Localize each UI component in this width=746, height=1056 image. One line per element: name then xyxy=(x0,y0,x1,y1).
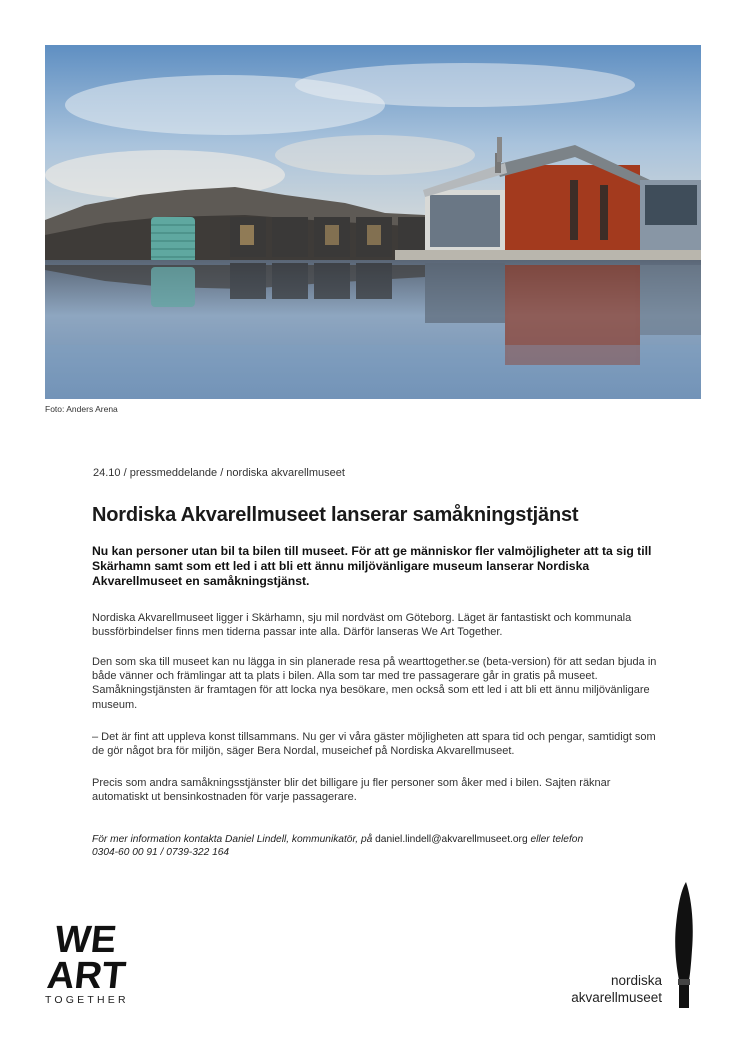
body-paragraph-4: Precis som andra samåkningsstjänster blir det billigare ju fler personer som åker med i bilen. Sajten räknar automatiskt ut bensinkostnaden för varje passagerare. xyxy=(92,777,611,804)
contact-phone-prefix: eller telefon xyxy=(527,834,584,845)
museum-logo-text xyxy=(571,972,662,1006)
body-paragraph-3: – Det är fint att uppleva konst tillsammans. Nu ger vi våra gäster möjligheten att spara tid och pengar, samtidigt som de gör något bra för miljön, säger Bera Nordal, museichef på Nordiska Akvarellmuseet. xyxy=(92,731,656,758)
museum-photo xyxy=(45,45,701,399)
contact-email-link[interactable]: daniel.lindell@akvarellmuseet.org xyxy=(375,834,528,845)
contact-info xyxy=(92,833,662,859)
body-paragraph-1: Nordiska Akvarellmuseet ligger i Skärhamn, sju mil nordväst om Göteborg. Läget är fantastiskt och kommunala bussförbindelser finns men tiderna passar inte alla. Därför lanseras We Art Together. xyxy=(92,612,632,639)
contact-intro: För mer information kontakta Daniel Lindell, kommunikatör, på xyxy=(92,834,376,845)
museum-logo-line1: nordiska xyxy=(610,973,662,988)
logo-we: WE xyxy=(52,919,119,961)
contact-phones: 0304-60 00 91 / 0739-322 164 xyxy=(92,847,230,858)
photo-caption: Foto: Anders Arena xyxy=(45,404,118,414)
page-title: Nordiska Akvarellmuseet lanserar samåkningstjänst xyxy=(92,504,579,526)
logo-together-text: TOGETHER xyxy=(45,994,129,1006)
body-paragraph-2: Den som ska till museet kan nu lägga in sin planerade resa på wearttogether.se (beta-version) för att sedan bjuda in både vänner och främlingar att ta plats i bilen. Alla som tar med tre passagerare går in gratis på museet. Samåkningstjänsten är framtagen för att locka nya besökare, men också som ett led i att bli ett ännu miljövänligare museum. xyxy=(92,656,657,711)
museum-logo-line2: akvarellmuseet xyxy=(571,990,662,1005)
lead-paragraph: Nu kan personer utan bil ta bilen till museet. För att ge människor fler valmöjligheter att ta sig till Skärhamn samt som ett led i att bli ett ännu miljövänligare museum lanserar Nordiska Akvarellmuseet en samåkningstjänst. xyxy=(92,544,652,588)
paintbrush-icon xyxy=(664,880,704,1010)
breadcrumb-meta: 24.10 / pressmeddelande / nordiska akvarellmuseet xyxy=(93,467,345,479)
logo-art: ART xyxy=(45,955,128,997)
